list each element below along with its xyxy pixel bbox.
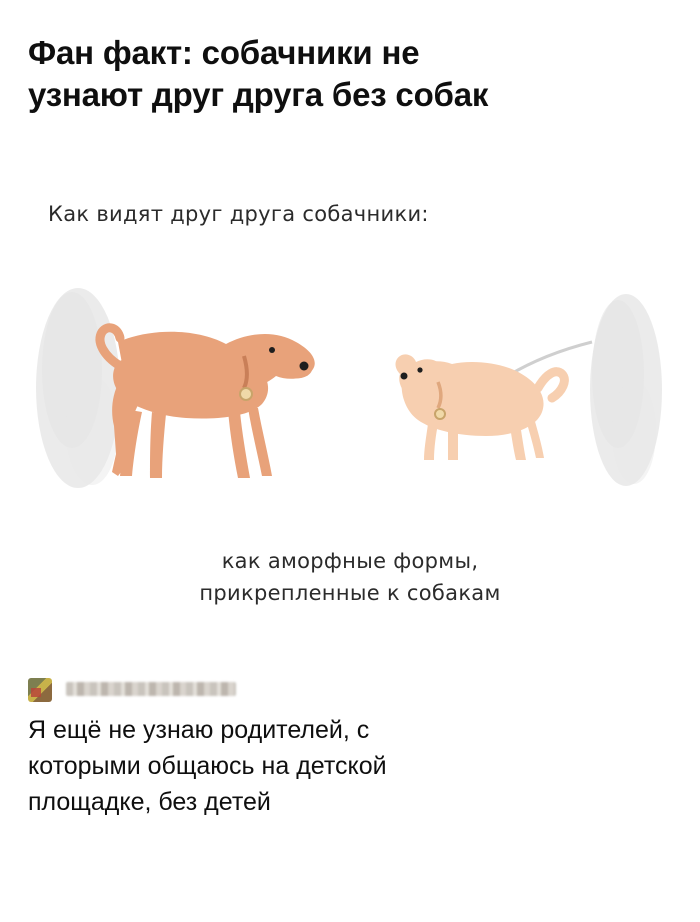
meme-caption-bottom-line-1: как аморфные формы, (221, 549, 479, 573)
comment-text (28, 712, 672, 820)
dog-large-icon (100, 328, 315, 478)
dog-small-icon (396, 354, 565, 460)
comment-text-line-2: которыми общаюсь на детской (28, 752, 387, 780)
human-blob-left-icon (36, 288, 120, 488)
meme-caption-bottom-line-2: прикрепленные к собакам (199, 581, 501, 605)
page-title-line-2: узнают друг друга без собак (28, 76, 489, 113)
dogs-illustration (0, 270, 700, 520)
human-blob-right-icon (590, 294, 662, 486)
comment-text-line-3: площадке, без детей (28, 788, 271, 816)
comment-text-line-1: Я ещё не узнаю родителей, с (28, 716, 370, 744)
avatar (28, 678, 52, 702)
page-title (28, 32, 668, 116)
meme-caption-top: Как видят друг друга собачники: (48, 202, 429, 226)
meme-artwork (0, 270, 700, 520)
comment (28, 676, 672, 820)
comment-header (28, 676, 672, 706)
meme-caption-bottom (0, 545, 700, 609)
page-title-line-1: Фан факт: собачники не (28, 34, 420, 71)
meme-image (0, 170, 700, 670)
comment-username (66, 682, 236, 696)
